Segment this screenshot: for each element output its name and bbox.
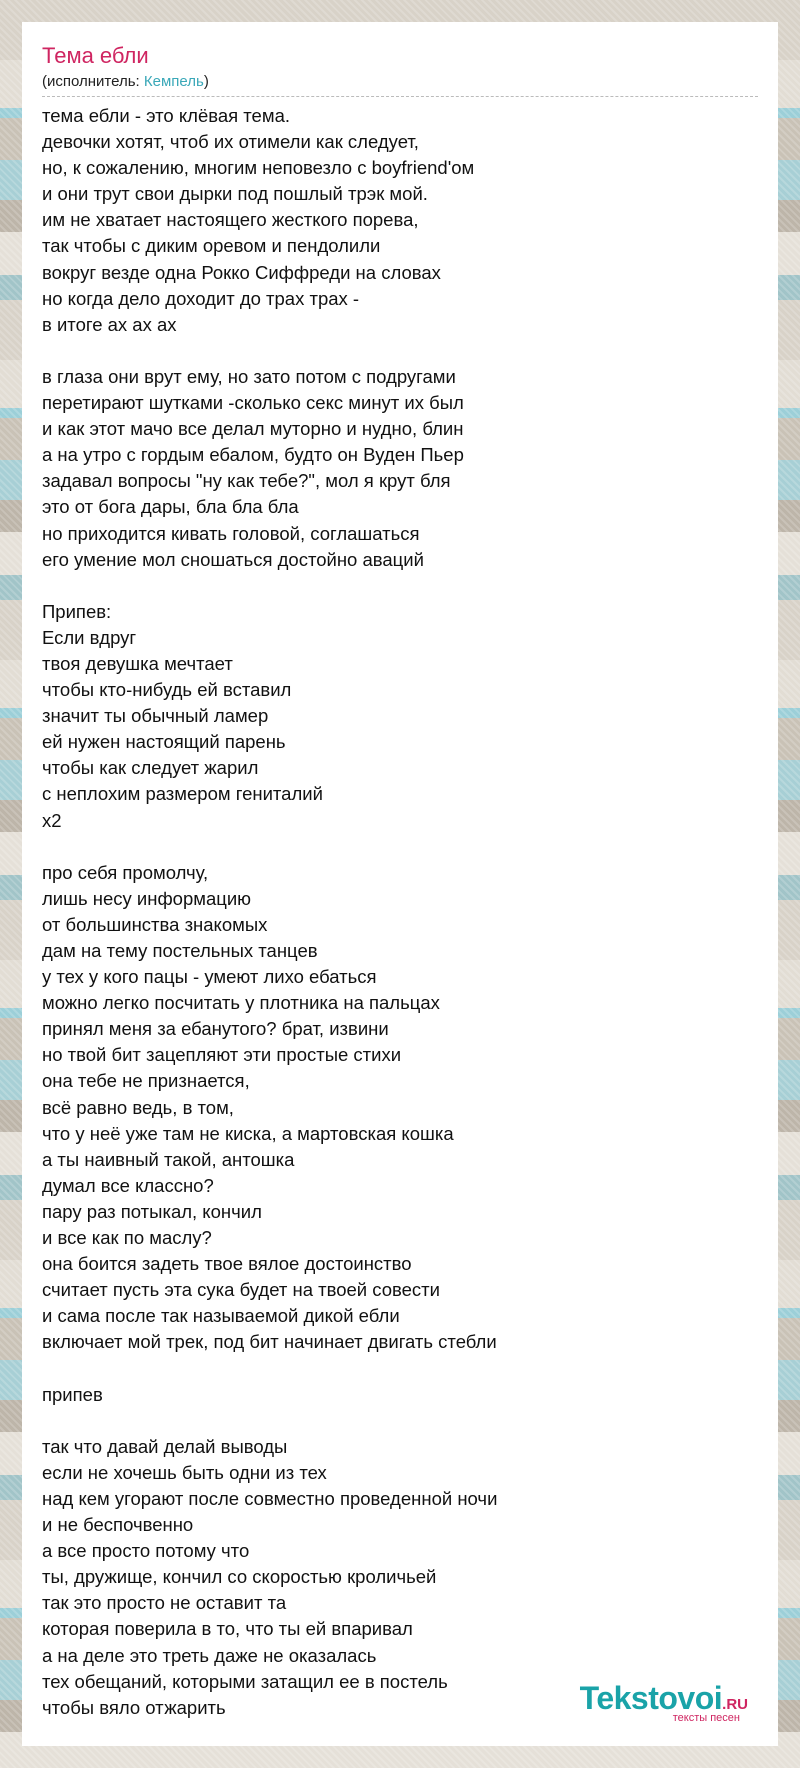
lyrics-line: но твой бит зацепляют эти простые стихи: [42, 1044, 402, 1066]
lyrics-line: припев: [42, 1383, 103, 1405]
lyrics-line: которая поверила в то, что ты ей впаривал: [42, 1618, 413, 1640]
lyrics-line: в глаза они врут ему, но зато потом с подругами: [42, 365, 456, 387]
lyrics-line: значит ты обычный ламер: [42, 705, 269, 727]
lyrics-line: включает мой трек, под бит начинает двигать стебли: [42, 1331, 497, 1353]
logo-wordmark: Tekstovoi: [579, 1680, 723, 1716]
performer-label: исполнитель:: [47, 73, 140, 90]
site-logo[interactable]: [580, 1682, 748, 1724]
lyrics-line: лишь несу информацию: [42, 887, 252, 909]
lyrics-line: но приходится кивать головой, соглашаться: [42, 522, 420, 544]
lyrics-line: чтобы кто-нибудь ей вставил: [42, 679, 292, 701]
lyrics-line: вокруг везде одна Рокко Сиффреди на словах: [42, 261, 441, 283]
lyrics-line: и как этот мачо все делал муторно и нудно, блин: [42, 418, 464, 440]
lyrics-blank-line: [42, 834, 758, 860]
lyrics-line: она тебе не признается,: [42, 1070, 250, 1092]
lyrics-blank-line: [42, 1356, 758, 1382]
lyrics-line: им не хватает настоящего жесткого порева,: [42, 209, 419, 231]
logo-tld: .RU: [722, 1696, 748, 1713]
lyrics-line: задавал вопросы "ну как тебе?", мол я крут бля: [42, 470, 451, 492]
lyrics-line: перетирают шутками -сколько секс минут их был: [42, 392, 464, 414]
lyrics-line: и все как по маслу?: [42, 1227, 212, 1249]
lyrics-line: она боится задеть твое вялое достоинство: [42, 1253, 412, 1275]
performer-line: (исполнитель: Кемпель): [42, 73, 209, 90]
lyrics-line: но когда дело доходит до трах трах -: [42, 287, 360, 309]
lyrics-blank-line: [42, 338, 758, 364]
lyrics-line: но, к сожалению, многим неповезло с boyfriend'ом: [42, 157, 475, 179]
lyrics-line: про себя промолчу,: [42, 861, 209, 883]
lyrics-line: что у неё уже там не киска, а мартовская кошка: [42, 1122, 454, 1144]
lyrics-line: так что давай делай выводы: [42, 1435, 288, 1457]
lyrics-line: от большинства знакомых: [42, 913, 268, 935]
lyrics-line: x2: [42, 809, 62, 831]
title-divider: [42, 96, 758, 97]
lyrics-line: ей нужен настоящий парень: [42, 731, 286, 753]
lyrics-line: Если вдруг: [42, 626, 137, 648]
lyrics-line: дам на тему постельных танцев: [42, 940, 318, 961]
lyrics-line: принял меня за ебанутого? брат, извини: [42, 1018, 389, 1040]
logo-tagline: тексты песен: [672, 1712, 740, 1724]
song-title: Тема ебли: [42, 43, 149, 68]
lyrics-card: [22, 22, 778, 1746]
lyrics-line: это от бога дары, бла бла бла: [42, 496, 299, 518]
lyrics-line: так это просто не оставит та: [42, 1592, 287, 1614]
lyrics-line: так чтобы с диким оревом и пендолили: [42, 235, 381, 257]
lyrics-line: девочки хотят, чтоб их отимели как следует,: [42, 131, 419, 153]
lyrics-line: Припев:: [42, 600, 112, 622]
lyrics-line: а все просто потому что: [42, 1540, 250, 1562]
lyrics-line: и сама после так называемой дикой ебли: [42, 1305, 400, 1327]
lyrics-line: над кем угорают после совместно проведенной ночи: [42, 1487, 498, 1509]
lyrics-blank-line: [42, 573, 758, 599]
lyrics-line: ты, дружище, кончил со скоростью кроличьей: [42, 1566, 437, 1588]
lyrics-line: тех обещаний, которыми затащил ее в постель: [42, 1670, 448, 1692]
lyrics-line: в итоге ах ах ах: [42, 313, 177, 335]
lyrics-line: и не беспочвенно: [42, 1514, 194, 1536]
lyrics-line: и они трут свои дырки под пошлый трэк мой.: [42, 183, 428, 205]
lyrics-blank-line: [42, 1408, 758, 1434]
lyrics-line: чтобы как следует жарил: [42, 757, 259, 779]
lyrics-line: чтобы вяло отжарить: [42, 1696, 226, 1718]
lyrics-line: считает пусть эта сука будет на твоей совести: [42, 1279, 440, 1301]
lyrics-line: а ты наивный такой, антошка: [42, 1148, 295, 1170]
lyrics-line: пару раз потыкал, кончил: [42, 1200, 262, 1222]
performer-link[interactable]: Кемпель: [143, 73, 204, 90]
lyrics-line: твоя девушка мечтает: [42, 652, 233, 674]
lyrics-line: а на деле это треть даже не оказалась: [42, 1644, 377, 1666]
lyrics-line: если не хочешь быть одни из тех: [42, 1461, 327, 1483]
lyrics-line: у тех у кого пацы - умеют лихо ебаться: [42, 966, 377, 988]
lyrics-line: можно легко посчитать у плотника на пальцах: [42, 992, 440, 1014]
lyrics-line: с неплохим размером гениталий: [42, 783, 323, 805]
lyrics-line: думал все классно?: [42, 1174, 214, 1196]
lyrics-line: тема ебли - это клёвая тема.: [42, 105, 290, 126]
lyrics-text: [42, 103, 758, 1721]
lyrics-line: а на утро с гордым ебалом, будто он Вуден Пьер: [42, 444, 464, 466]
lyrics-line: всё равно ведь, в том,: [42, 1096, 234, 1118]
lyrics-line: его умение мол сношаться достойно аваций: [42, 548, 424, 570]
